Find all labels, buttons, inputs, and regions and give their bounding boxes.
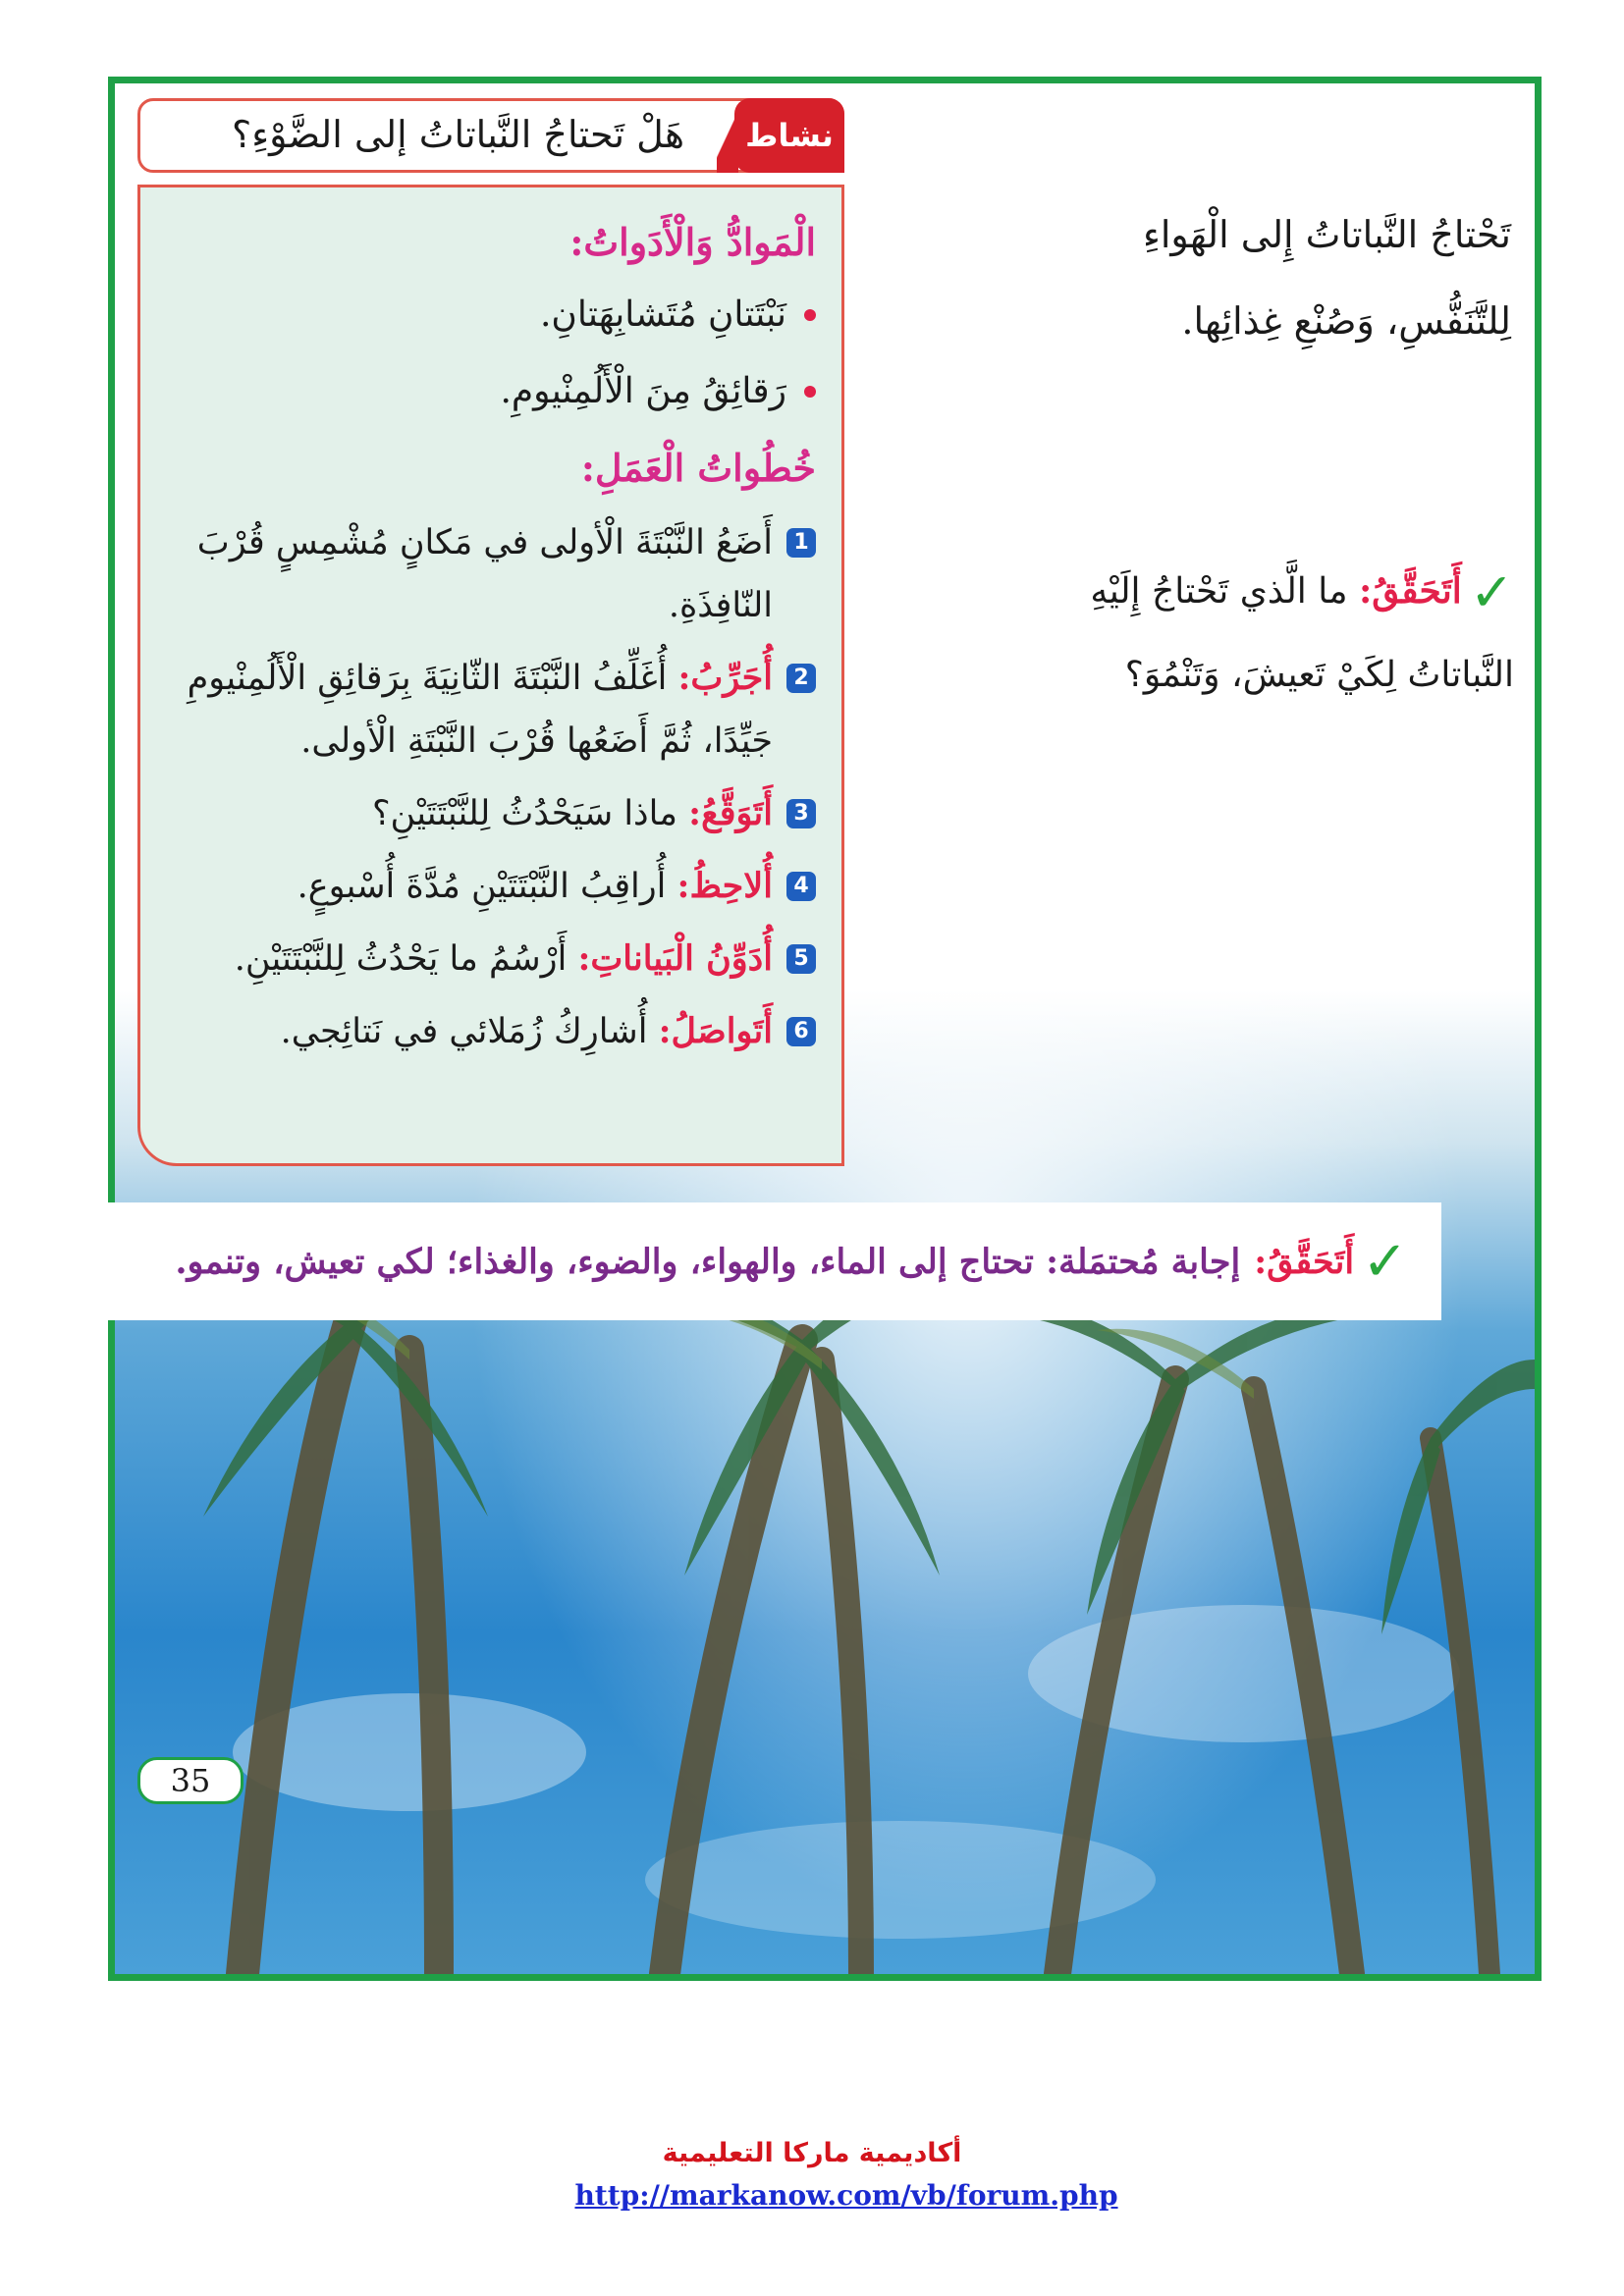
- step-number-icon: 5: [786, 944, 816, 974]
- answer-box: [88, 1202, 1441, 1320]
- step-label: أُدَوِّنُ الْبَياناتِ:: [577, 938, 773, 979]
- step-body: أَضَعُ النَّبْتَةَ الْأولى في مَكانٍ مُشْمِسٍ قُرْبَ النّافِذَةِ.: [196, 523, 773, 625]
- step-label: أَتَواصَلُ:: [658, 1011, 773, 1051]
- step-number-icon: 2: [786, 664, 816, 693]
- side-text: تَحْتاجُ النَّباتاتُ إِلى الْهَواءِ لِلتَّنَفُّسِ، وَصُنْعِ غِذائِها.: [1142, 213, 1511, 343]
- page-number: 35: [137, 1757, 244, 1804]
- step-text: [170, 782, 773, 845]
- material-item: [170, 286, 816, 345]
- footer-link[interactable]: http://markanow.com/vb/forum.php: [574, 2179, 1118, 2212]
- checkmark-icon: ✓: [1469, 561, 1514, 623]
- step-text: [170, 928, 773, 990]
- bullet-icon: [804, 386, 816, 398]
- activity-title: هَلْ تَحتاجُ النَّباتاتُ إلى الضَّوْءِ؟: [232, 113, 684, 156]
- step-item: [170, 928, 816, 990]
- step-label: أُلاحِظُ:: [677, 866, 773, 906]
- material-item: [170, 362, 816, 421]
- step-item: [170, 1000, 816, 1063]
- material-item-text: رَقائِقُ مِنَ الْأَلُمِنْيومِ.: [500, 371, 786, 411]
- check-question: [1003, 550, 1514, 717]
- check-question-text: ما الَّذي تَحْتاجُ إِلَيْهِ النَّباتاتُ لِكَيْ تَعيشَ، وَتَنْمُوَ؟: [1090, 571, 1514, 695]
- step-label: أُجَرِّبُ:: [677, 658, 773, 698]
- step-number-icon: 6: [786, 1017, 816, 1046]
- materials-heading: الْمَوادُّ وَالْأَدَواتُ:: [569, 220, 816, 264]
- step-body: أُراقِبُ النَّبْتَتَيْنِ مُدَّةَ أُسْبوعٍ.: [297, 867, 677, 906]
- activity-box: [137, 185, 844, 1166]
- material-item-text: نَبْتَتانِ مُتَشابِهَتانِ.: [539, 294, 786, 335]
- checkmark-icon: ✓: [1362, 1229, 1408, 1294]
- answer-text: إجابة مُحتمَلة: تحتاج إلى الماء، والهواء، والضوء، والغذاء؛ لكي تعيش، وتنمو.: [175, 1241, 1241, 1282]
- step-body: أَرْسُمُ ما يَحْدُثُ لِلنَّبْتَتَيْنِ.: [234, 939, 578, 979]
- bullet-icon: [804, 309, 816, 321]
- step-body: أُشارِكُ زُمَلائي في نَتائِجي.: [280, 1012, 659, 1051]
- step-item: [170, 782, 816, 845]
- answer-label: أَتَحَقَّقُ:: [1254, 1241, 1355, 1282]
- check-label: أَتَحَقَّقُ:: [1358, 570, 1462, 612]
- step-number-icon: 1: [786, 528, 816, 558]
- step-item: [170, 511, 816, 637]
- step-item: [170, 647, 816, 773]
- step-text: [170, 647, 773, 773]
- step-text: [170, 1000, 773, 1063]
- step-item: [170, 855, 816, 918]
- step-text: [170, 855, 773, 918]
- step-text: [170, 511, 773, 637]
- activity-header: [137, 98, 844, 173]
- step-body: ماذا سَيَحْدُثُ لِلنَّبْتَتَيْنِ؟: [371, 794, 689, 833]
- step-number-icon: 4: [786, 872, 816, 901]
- step-label: أَتَوَقَّعُ:: [688, 793, 773, 833]
- footer-title: أكاديمية ماركا التعليمية: [662, 2138, 962, 2168]
- steps-heading: خُطُواتُ الْعَمَلِ:: [580, 446, 816, 490]
- activity-badge: نشاط: [734, 98, 844, 173]
- step-number-icon: 3: [786, 799, 816, 828]
- step-body: أُغَلِّفُ النَّبْتَةَ الثّانِيَةَ بِرَقائِقِ الْأَلُمِنْيومِ جَيِّدًا، ثُمَّ أَضَعُها قُرْبَ النَّبْتَةِ الْأولى.: [187, 659, 773, 761]
